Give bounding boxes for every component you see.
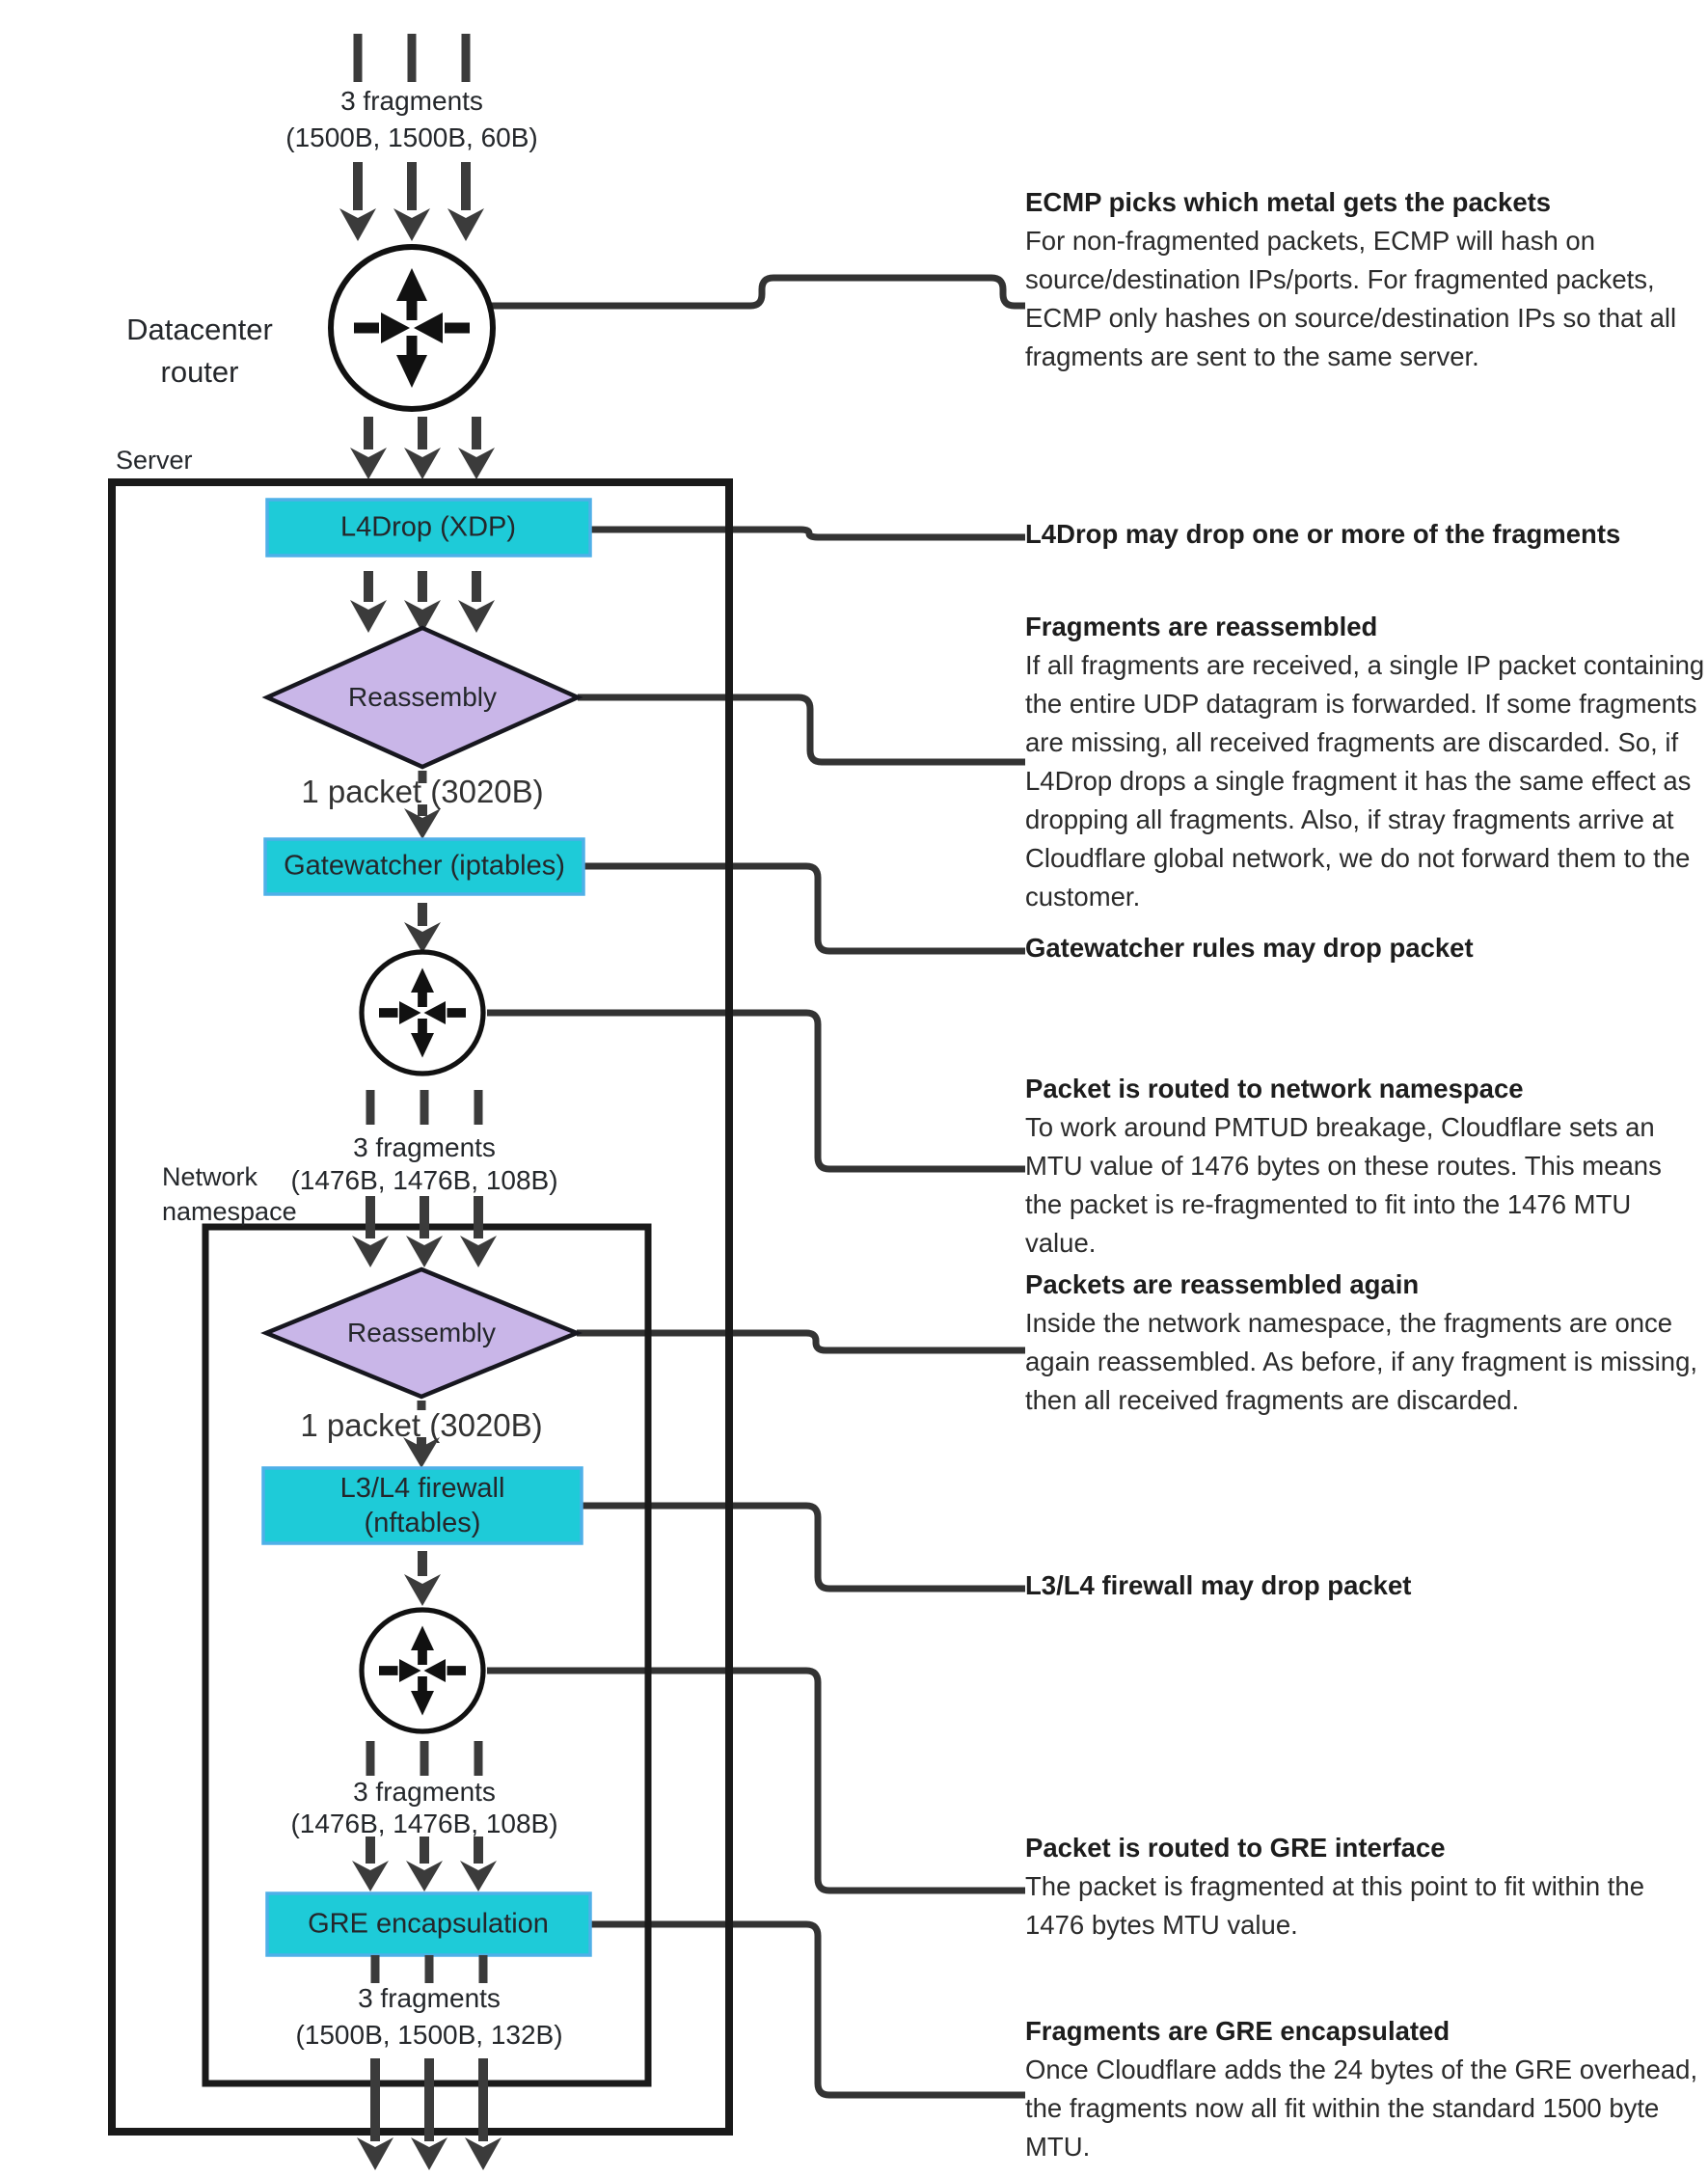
arrows-into-gre [352, 1837, 497, 1891]
connector-reassembly-1 [578, 697, 1025, 762]
gre-label: GRE encapsulation [308, 1908, 549, 1940]
annotation-heading: L4Drop may drop one or more of the fragments [1025, 519, 1621, 549]
annotation-body: For non-fragmented packets, ECMP will hash on source/destination IPs/ports. For fragmented packets, ECMP only hashes on source/destination IPs so that all fragments are sent to the same server. [1025, 226, 1677, 371]
annotation-ecmp [1025, 183, 1705, 376]
top-fragments-label: 3 fragments [340, 86, 483, 116]
server-label: Server [116, 446, 193, 475]
connector-netns-route [487, 1013, 1025, 1169]
annotation-heading: Fragments are reassembled [1025, 612, 1378, 641]
arrow-into-router-3 [404, 1551, 441, 1606]
arrows-l4drop-to-reassembly [350, 571, 495, 633]
firewall-label: L3/L4 firewall (nftables) [339, 1473, 505, 1538]
packet-2-label: 1 packet (3020B) [300, 1407, 543, 1443]
reassembly-2-label: Reassembly [346, 1318, 497, 1347]
annotation-heading: Packet is routed to network namespace [1025, 1074, 1524, 1103]
fragment-dashes-mid [370, 1090, 478, 1125]
annotation-body: Inside the network namespace, the fragments are once again reassembled. As before, if any fragment is missing, then all received fragments are discarded. [1025, 1308, 1698, 1415]
exit-arrows [357, 2058, 502, 2170]
annotation-heading: Packets are reassembled again [1025, 1269, 1420, 1299]
network-namespace-label: Network namespace [162, 1162, 297, 1226]
datacenter-router-label: Datacenter router [126, 313, 273, 389]
router-icon [362, 952, 483, 1074]
annotation-gre-route [1025, 1829, 1705, 1945]
top-fragments-sizes: (1500B, 1500B, 60B) [285, 122, 538, 152]
annotation-gre-encap [1025, 2012, 1705, 2166]
mid-fragments-label: 3 fragments [353, 1132, 496, 1162]
connector-gre-encap [590, 1924, 1025, 2095]
connector-reassembly-2 [577, 1333, 1025, 1350]
incoming-fragment-dashes [358, 34, 466, 82]
annotation-netns-route [1025, 1070, 1705, 1263]
pre-gre-fragments-sizes: (1476B, 1476B, 108B) [290, 1809, 558, 1838]
annotation-body: Once Cloudflare adds the 24 bytes of the GRE overhead, the fragments now all fit within the standard 1500 byte MTU. [1025, 2055, 1698, 2162]
packet-1-label: 1 packet (3020B) [301, 774, 544, 809]
annotation-reassembled [1025, 608, 1705, 916]
annotation-reassembled-again [1025, 1265, 1705, 1420]
connector-gre-route [487, 1671, 1025, 1891]
annotation-l4drop [1025, 515, 1705, 554]
connector-ecmp [490, 278, 1025, 306]
pre-gre-fragments-label: 3 fragments [353, 1777, 496, 1807]
annotation-heading: Fragments are GRE encapsulated [1025, 2016, 1450, 2046]
annotation-heading: L3/L4 firewall may drop packet [1025, 1570, 1412, 1600]
fragment-dashes-pre-gre [370, 1741, 478, 1776]
reassembly-1-label: Reassembly [347, 682, 498, 712]
gre-output-lines [375, 1955, 483, 1983]
datacenter-router-icon [331, 247, 493, 409]
connector-gatewatcher [582, 866, 1025, 951]
gatewatcher-label: Gatewatcher (iptables) [284, 850, 565, 882]
router-icon [362, 1610, 483, 1731]
mid-fragments-sizes: (1476B, 1476B, 108B) [290, 1165, 558, 1195]
annotation-gatewatcher [1025, 929, 1705, 967]
annotation-body: The packet is fragmented at this point to fit within the 1476 bytes MTU value. [1025, 1871, 1645, 1940]
annotation-heading: ECMP picks which metal gets the packets [1025, 187, 1552, 217]
arrows-into-server [350, 417, 495, 479]
annotation-body: To work around PMTUD breakage, Cloudflare sets an MTU value of 1476 bytes on these routes. This means the packet is re-fragmented to fit into the 1476 MTU value. [1025, 1112, 1662, 1258]
out-fragments-label: 3 fragments [358, 1983, 501, 2013]
annotation-heading: Gatewatcher rules may drop packet [1025, 933, 1474, 963]
l4drop-label: L4Drop (XDP) [339, 511, 517, 543]
out-fragments-sizes: (1500B, 1500B, 132B) [295, 2020, 563, 2050]
annotation-heading: Packet is routed to GRE interface [1025, 1833, 1446, 1863]
annotation-firewall [1025, 1566, 1705, 1605]
annotation-body: If all fragments are received, a single IP packet containing the entire UDP datagram is forwarded. If some fragments are missing, all received fragments are discarded. So, if L4Drop drops a single fragment it has the same effect as dropping all fragments. Also, if stray fragments arrive at Cloudflare global network, we do not forward them to the customer. [1025, 650, 1705, 912]
arrows-into-router [339, 162, 484, 241]
connector-l4drop [590, 530, 1025, 537]
arrow-into-router-2 [404, 903, 441, 953]
